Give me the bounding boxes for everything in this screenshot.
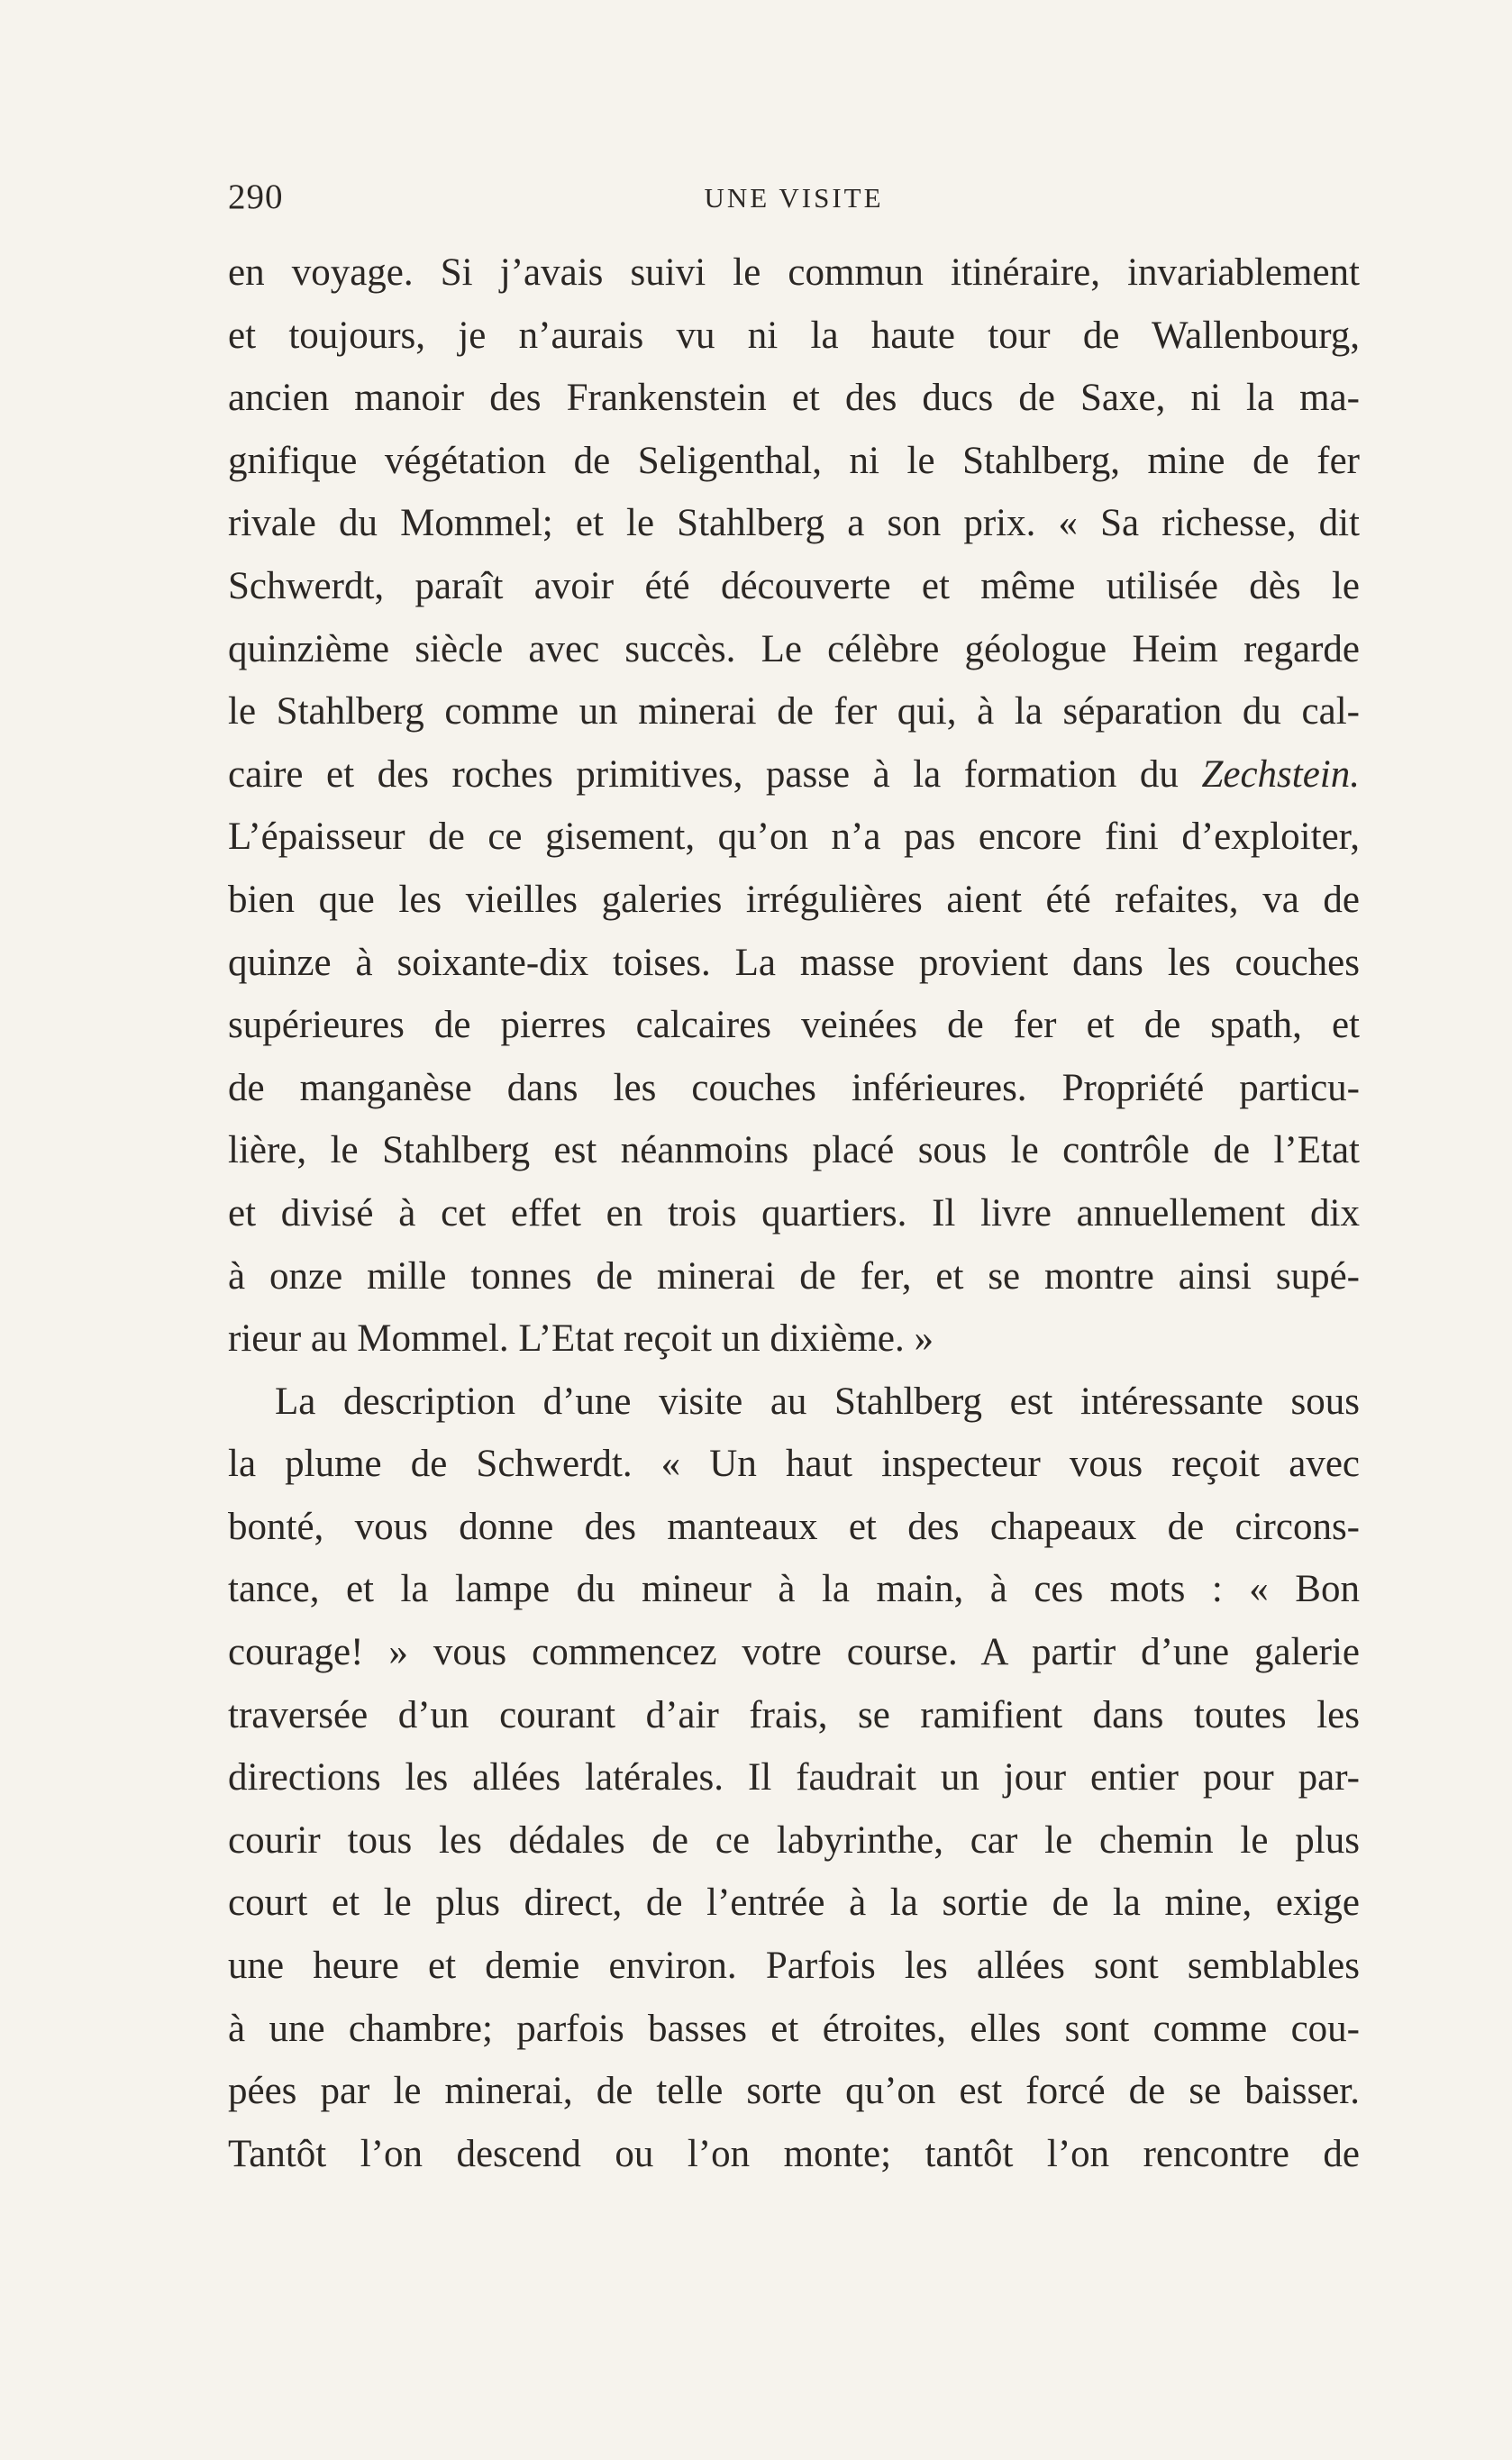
text-line: Tantôt l’on descend ou l’on monte; tantôt l’on rencontre de xyxy=(228,2132,1360,2175)
page-number: 290 xyxy=(228,178,284,216)
text-line: à onze mille tonnes de minerai de fer, et se montre ainsi supé- xyxy=(228,1254,1360,1298)
text-line: gnifique végétation de Seligenthal, ni le Stahlberg, mine de fer xyxy=(228,439,1360,482)
text-line-start: caire et des roches primitives, passe à la formation du xyxy=(228,752,1202,796)
text-line: en voyage. Si j’avais suivi le commun itinéraire, invariablement xyxy=(228,251,1360,294)
text-line: quinzième siècle avec succès. Le célèbre géologue Heim regarde xyxy=(228,627,1360,670)
text-line: bien que les vieilles galeries irrégulières aient été refaites, va de xyxy=(228,878,1360,921)
text-line: pées par le minerai, de telle sorte qu’on est forcé de se baisser. xyxy=(228,2070,1360,2113)
text-line: rieur au Mommel. L’Etat reçoit un dixième. » xyxy=(228,1317,934,1361)
text-line: à une chambre; parfois basses et étroites, elles sont comme cou- xyxy=(228,2007,1360,2050)
text-line: bonté, vous donne des manteaux et des chapeaux de circons- xyxy=(228,1505,1360,1548)
running-head: UNE VISITE xyxy=(704,182,884,214)
text-line: traversée d’un courant d’air frais, se ramifient dans toutes les xyxy=(228,1693,1360,1736)
text-line xyxy=(228,743,1360,806)
body-text xyxy=(228,241,1360,2185)
text-line: tance, et la lampe du mineur à la main, à ces mots : « Bon xyxy=(228,1568,1360,1611)
text-line: la plume de Schwerdt. « Un haut inspecteur vous reçoit avec xyxy=(228,1443,1360,1486)
italic-term: Zechstein. xyxy=(1201,752,1360,796)
text-line: et toujours, je n’aurais vu ni la haute tour de Wallenbourg, xyxy=(228,314,1360,357)
text-line: une heure et demie environ. Parfois les allées sont semblables xyxy=(228,1945,1360,1988)
text-line: lière, le Stahlberg est néanmoins placé sous le contrôle de l’Etat xyxy=(228,1129,1360,1172)
text-line: le Stahlberg comme un minerai de fer qui, à la séparation du cal- xyxy=(228,690,1360,733)
text-line: courir tous les dédales de ce labyrinthe, car le chemin le plus xyxy=(228,1818,1360,1862)
text-line: Schwerdt, paraît avoir été découverte et même utilisée dès le xyxy=(228,564,1360,607)
paragraph-first-line: La description d’une visite au Stahlberg est intéressante sous xyxy=(275,1380,1360,1423)
text-line: courage! » vous commencez votre course. A partir d’une galerie xyxy=(228,1631,1360,1674)
text-line: L’épaisseur de ce gisement, qu’on n’a pas encore fini d’exploiter, xyxy=(228,815,1360,859)
page-header xyxy=(228,177,1360,222)
text-line: court et le plus direct, de l’entrée à la sortie de la mine, exige xyxy=(228,1881,1360,1925)
text-line: et divisé à cet effet en trois quartiers. Il livre annuellement dix xyxy=(228,1191,1360,1235)
text-line: rivale du Mommel; et le Stahlberg a son prix. « Sa richesse, dit xyxy=(228,502,1360,545)
text-line: ancien manoir des Frankenstein et des ducs de Saxe, ni la ma- xyxy=(228,377,1360,420)
text-line: de manganèse dans les couches inférieures. Propriété particu- xyxy=(228,1066,1360,1109)
text-line: quinze à soixante-dix toises. La masse provient dans les couches xyxy=(228,941,1360,984)
text-line: supérieures de pierres calcaires veinées de fer et de spath, et xyxy=(228,1004,1360,1047)
text-line: directions les allées latérales. Il faudrait un jour entier pour par- xyxy=(228,1756,1360,1799)
